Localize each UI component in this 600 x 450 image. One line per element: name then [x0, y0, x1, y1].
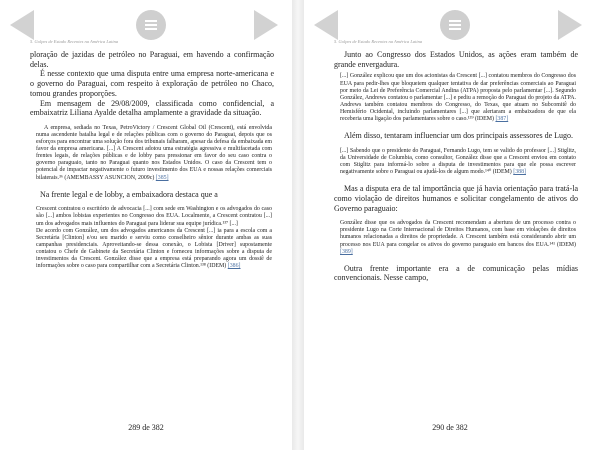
footnote-ref: ³⁶ (AMEMBASSY ASUNCION, 2009c): [59, 174, 155, 181]
paragraph: Além disso, tentaram influenciar um dos principais assessores de Lugo.: [344, 131, 574, 141]
block-quote: [30, 125, 274, 182]
page-number: 290 de 382: [432, 423, 468, 432]
quote-text: González disse que os advogados da Crescent recomendam a abertura de um processo contra o presidente Lugo na Corte Internacional de Direitos Humanos, com base em violações de direitos humanos relacionadas a direitos de propriedade. A Crescent também está considerando abrir um processo nos EUA para congelar os ativos do governo paraguaio em bancos dos EUA.: [340, 220, 576, 248]
paragraph: Mas a disputa era de tal importância que já havia orientação para tratá-la como violação de direitos humanos e solicitar congelamento de ativos do Governo paraguaio:: [334, 184, 578, 213]
quote-text: Crescent contratou o escritório de advocacia [...] com sede em Washington e os advogados do caso são [...] ambos lobistas experientes no Congresso dos EUA. Localmente, a Crescent contratou [...] um dos advogados mais influentes do Paraguai para liderar sua equipe jurídica.: [36, 206, 272, 227]
footnote-ref: ¹⁴¹ (IDEM): [549, 241, 576, 248]
quote-text: [...] Sabendo que o presidente do Paraguai, Fernando Lugo, tem se valido do professor [...] Stiglitz, da Universidade de Columbia, como consultor, González disse que a Crescent enviou em contato com Stiglitz para informá-lo sobre a disputa de investimentos para que ele possa escrever negativamente sobre o Paraguai ou ajudá-los de algum modo.: [340, 147, 576, 176]
quote-text: [...] González explicou que um dos acionistas da Crescent [...] contatou membros do Congresso dos EUA para pedir-lhes que bloqueiem qualquer tentativa de dar preferências comerciais ao Paraguai por meio da Lei de Preferência Comercial Andina (ATPA) proposta pelo parlamentar [...]. Segundo González, Andrews contatou o parlamentar [...] e pediu a remoção do Paraguai do projeto da ATPA. Andrews também contatou membros do Congresso, do Texas, que atuam no Subcomitê do Hemisfério Ocidental, incluindo parlamentares [...] que alertaram a embaixadora de que ela receberia uma ligação dos parlamentares sobre o caso.: [340, 73, 576, 122]
right-body-text: [334, 50, 578, 283]
right-page: [304, 0, 596, 450]
left-page: [0, 0, 292, 450]
quote-text: De acordo com González, um dos advogados americanos da Crescent [...] ia para a escola com a Secretária [Clinton] e/ou seu marido e serviu como conselheiro sênior durante ambas as suas campanhas presidenciais. Aproveitando-se dessa conexão, o Lobista [Driver] supostamente contatou o Chefe de Gabinete da Secretária Clinton e forneceu informações sobre a disputa de investimentos da Crescent. González disse que a empresa está preparando agora um dossiê de informações sobre o caso para compartilhar com a Secretária Clinton.: [36, 227, 272, 270]
paragraph: Junto ao Congresso dos Estados Unidos, as ações eram também de grande envergadura.: [334, 50, 578, 69]
page-number: 289 de 382: [128, 423, 164, 432]
page-gutter: [292, 0, 304, 450]
block-quote: [30, 206, 274, 270]
footnote-link[interactable]: [385]: [155, 174, 169, 181]
footnote-link[interactable]: [389]: [340, 248, 353, 255]
paragraph: Em mensagem de 29/08/2009, classificada como confidencial, a embaixatriz Liliana Ayalde detalha amplamente a gravidade da situação.: [30, 98, 274, 118]
footnote-link[interactable]: [387]: [495, 115, 509, 122]
menu-icon[interactable]: [440, 10, 470, 40]
footnote-ref: ¹³⁹ (IDEM): [467, 115, 494, 122]
footnote-ref: ¹³⁸ (IDEM): [200, 263, 227, 270]
block-quote: [334, 148, 578, 176]
block-quote: [334, 73, 578, 123]
previous-page-arrow-icon[interactable]: [10, 10, 34, 40]
quote-text: A empresa, sediada no Texas, PetroVictory / Crescent Global Oil (Crescent), está envolvida numa ascendente batalha legal e de relações públicas com o governo do Paraguai, depois que os esforços para encontrar uma solução fora dos tribunais falharam, apesar da defesa da embaixada em favor da empresa americana. [...] A Crescent adotou uma estratégia agressiva e multifacetada com frentes legais, de relações públicas e de lobby para pressionar em favor do seu caso contra o governo paraguaio, tanto no Paraguai quanto nos Estados Unidos. O caso da Crescent tem o potencial de impactar negativamente o futuro investimento dos EUA e nossas relações comerciais bilaterais.: [36, 124, 272, 181]
footnote-ref: ¹³⁷ [...]: [222, 220, 238, 227]
paragraph: É nesse contexto que uma disputa entre uma empresa norte-americana e o governo do Paraguai, com respeito à exploração de petróleo no Chaco, tomou grandes proporções.: [30, 69, 274, 98]
paragraph: Na frente legal e de lobby, a embaixadora destaca que a: [40, 189, 218, 199]
paragraph: ploração de jazidas de petróleo no Paraguai, em havendo a confirmação delas.: [30, 50, 274, 69]
next-page-arrow-icon[interactable]: [558, 10, 582, 40]
block-quote: [334, 220, 578, 255]
running-head: 5. Golpes de Estado Recentes na América Latina: [30, 39, 119, 44]
footnote-link[interactable]: [386]: [227, 263, 241, 270]
right-nav-bar: [304, 8, 596, 42]
paragraph: Outra frente importante era a de comunicação pelas mídias convencionais. Nesse campo,: [334, 263, 578, 283]
previous-page-arrow-icon[interactable]: [314, 10, 338, 40]
left-nav-bar: [0, 8, 292, 42]
left-body-text: [30, 50, 274, 278]
footnote-ref: ¹⁴⁰ (IDEM): [485, 169, 512, 176]
running-head: 5. Golpes de Estado Recentes na América Latina: [334, 39, 423, 44]
footnote-link[interactable]: [388]: [513, 169, 526, 176]
menu-icon[interactable]: [136, 10, 166, 40]
next-page-arrow-icon[interactable]: [254, 10, 278, 40]
